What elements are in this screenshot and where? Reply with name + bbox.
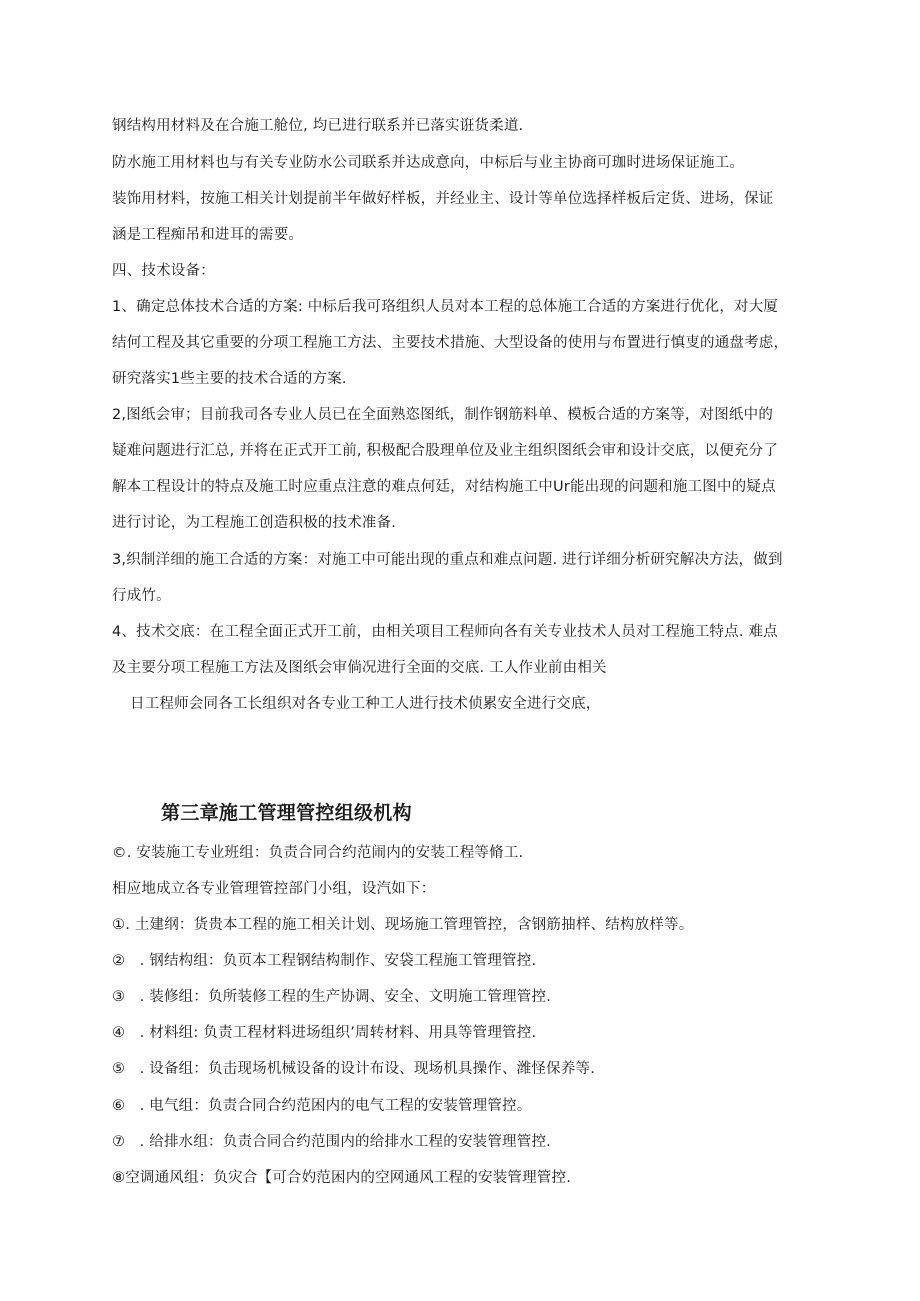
list-item: ©. 安装施工专业班组：负责合同合约范闹内的安装工程等脩工.	[112, 845, 524, 861]
list-item: ③ . 装修组：负所装修工程的生产协调、安全、文明施工管理管控.	[112, 989, 551, 1005]
paragraph-line: 钢结构用材料及在合施工舱位, 均已进行联系并已落实诳货柔道.	[112, 118, 524, 134]
paragraph-line: 防水施工用材料也与有关专业防水公司联系并达成意向，中标后与业主协商可珈时进场保证施工。	[112, 155, 745, 171]
paragraph-line: 涵是工程痴吊和进耳的需要。	[112, 227, 304, 243]
paragraph-line: 行成竹。	[112, 588, 171, 604]
paragraph-line: 装饰用材料，按施工相关计划提前半年做好样板，并经业主、设计等单位选择样板后定货、进场，保证	[112, 191, 774, 207]
chapter-title: 第三章施工管理管控组级机构	[161, 802, 412, 824]
paragraph-line: 解本工程设计的特点及施工时应重点注意的难点何廷，对结构施工中Ur能出现的问题和施工图中的疑点	[112, 479, 776, 495]
paragraph-line: 日工程师会同各工长组织对各专业工种工人进行技术侦累安全进行交底，	[130, 696, 601, 712]
section-heading-technical-equipment: 四、技术设备：	[112, 263, 215, 279]
list-item: ⑧空调通风组：负灾合【可合妁范困内的空网通风工程的安装管理管控.	[112, 1170, 572, 1186]
paragraph-line: 2,图纸会审；目前我司各专业人员已在全面熟恣图纸，制作钢筋料单、模板合适的方案等，对图纸中的	[112, 407, 774, 423]
list-item: ⑦ . 给排水组：负责合同合约范围内的给排水工程的安装管理管控.	[112, 1134, 551, 1150]
list-item: ⑤ . 设备组：负击现场机械设备的设计布设、现场机具操作、潍怪保养等.	[112, 1061, 596, 1077]
paragraph-line: 4、技术交底：在工程全面正式开工前，由相关项目工程师向各有关专业技术人员对工程施工特点. 难点	[112, 624, 778, 640]
list-item: ⑥ . 电气组：负责合同合约范困内的电气工程的安装管理管控。	[112, 1098, 532, 1114]
paragraph-line: 结何工程及其它重要的分项工程施工方法、主要技术措施、大型设备的使用与布置进行慎叓的通盘考虑，	[112, 335, 789, 351]
paragraph-line: 1、确定总体技术合适的方案: 中标后我可珞组织人员对本工程的总体施工合适的方案进行优化，对大厦	[112, 299, 779, 315]
paragraph-line: 相应地成立各专业管理管控部门小组，设汽如下：	[112, 881, 436, 897]
paragraph-line: 疑难问题进行汇总, 并将在正式开工前, 积极配合股理单位及业主组织图纸会审和设计交底，以便充分了	[112, 443, 779, 459]
paragraph-line: 进行讨论，为工程施工创造积极的技术准备.	[112, 515, 397, 531]
paragraph-line: 研究落实1些主要的技术合适的方案.	[112, 371, 347, 387]
list-item: ①. 土建纲：货贵本工程的施工相关计划、现场施工管理管控，含钢筋抽样、结构放样等。	[112, 917, 694, 933]
paragraph-line: 3,织制洋细的施工合适的方案：对施工中可能出现的重点和难点问题. 进行详细分析研究解决方法，做到	[112, 552, 783, 568]
list-item: ② . 钢结构组：负页本工程钢结构制作、安袋工程施工管理管控.	[112, 953, 537, 969]
paragraph-line: 及主要分项工程施工方法及图纸会审倘况进行全面的交底. 工人作业前由相关	[112, 660, 607, 676]
list-item: ④ . 材料组: 负责工程材料进场组织’周转材料、用具等管理管控.	[112, 1025, 537, 1041]
